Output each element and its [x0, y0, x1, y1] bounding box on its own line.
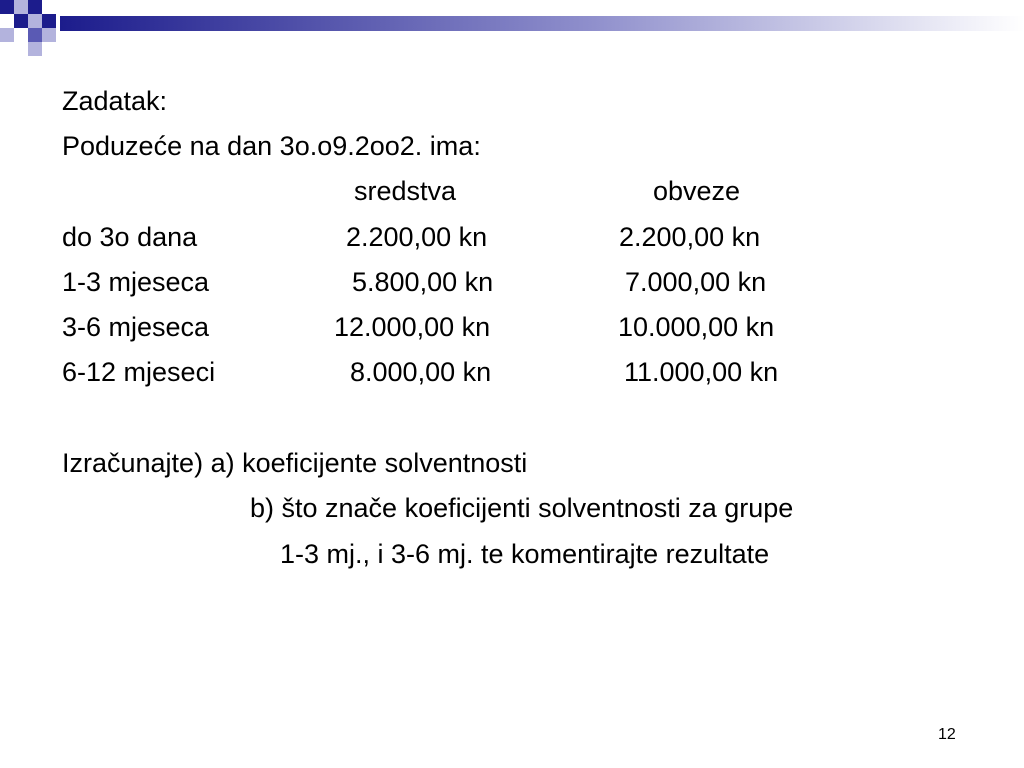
task-prefix: Izračunajte) — [62, 448, 204, 478]
task-line-a — [62, 447, 527, 479]
row-liabilities: 11.000,00 kn — [624, 357, 779, 387]
task-a: a) koeficijente solventnosti — [210, 448, 528, 478]
row-liabilities: 10.000,00 kn — [618, 312, 775, 342]
column-header-assets: sredstva — [354, 176, 457, 206]
decor-square-1 — [0, 0, 14, 14]
row-assets: 2.200,00 kn — [346, 222, 488, 252]
task-line-b: b) što znače koeficijenti solventnosti za grupe — [250, 493, 794, 523]
column-header-liabilities: obveze — [653, 176, 741, 206]
row-assets: 12.000,00 kn — [334, 312, 491, 342]
task-line-b-continued: 1-3 mj., i 3-6 mj. te komentirajte rezultate — [280, 539, 770, 569]
row-assets: 5.800,00 kn — [352, 267, 494, 297]
decor-square-10 — [28, 42, 42, 56]
decor-square-5 — [28, 14, 42, 28]
row-period: 6-12 mjeseci — [62, 357, 216, 387]
decor-square-6 — [42, 14, 56, 28]
row-liabilities: 2.200,00 kn — [619, 222, 761, 252]
decor-square-2 — [14, 0, 28, 14]
header-decoration — [0, 0, 1024, 60]
decor-square-4 — [14, 14, 28, 28]
decor-square-3 — [28, 0, 42, 14]
row-period: do 3o dana — [62, 222, 198, 252]
decor-square-9 — [42, 28, 56, 42]
intro-text: Poduzeće na dan 3o.o9.2oo2. ima: — [62, 131, 481, 161]
decor-square-7 — [0, 28, 14, 42]
row-period: 1-3 mjeseca — [62, 267, 210, 297]
slide-heading: Zadatak: — [62, 86, 168, 116]
page-number: 12 — [938, 726, 956, 743]
row-period: 3-6 mjeseca — [62, 312, 210, 342]
header-gradient-bar — [60, 16, 1024, 31]
row-assets: 8.000,00 kn — [350, 357, 492, 387]
row-liabilities: 7.000,00 kn — [625, 267, 767, 297]
decor-square-8 — [28, 28, 42, 42]
